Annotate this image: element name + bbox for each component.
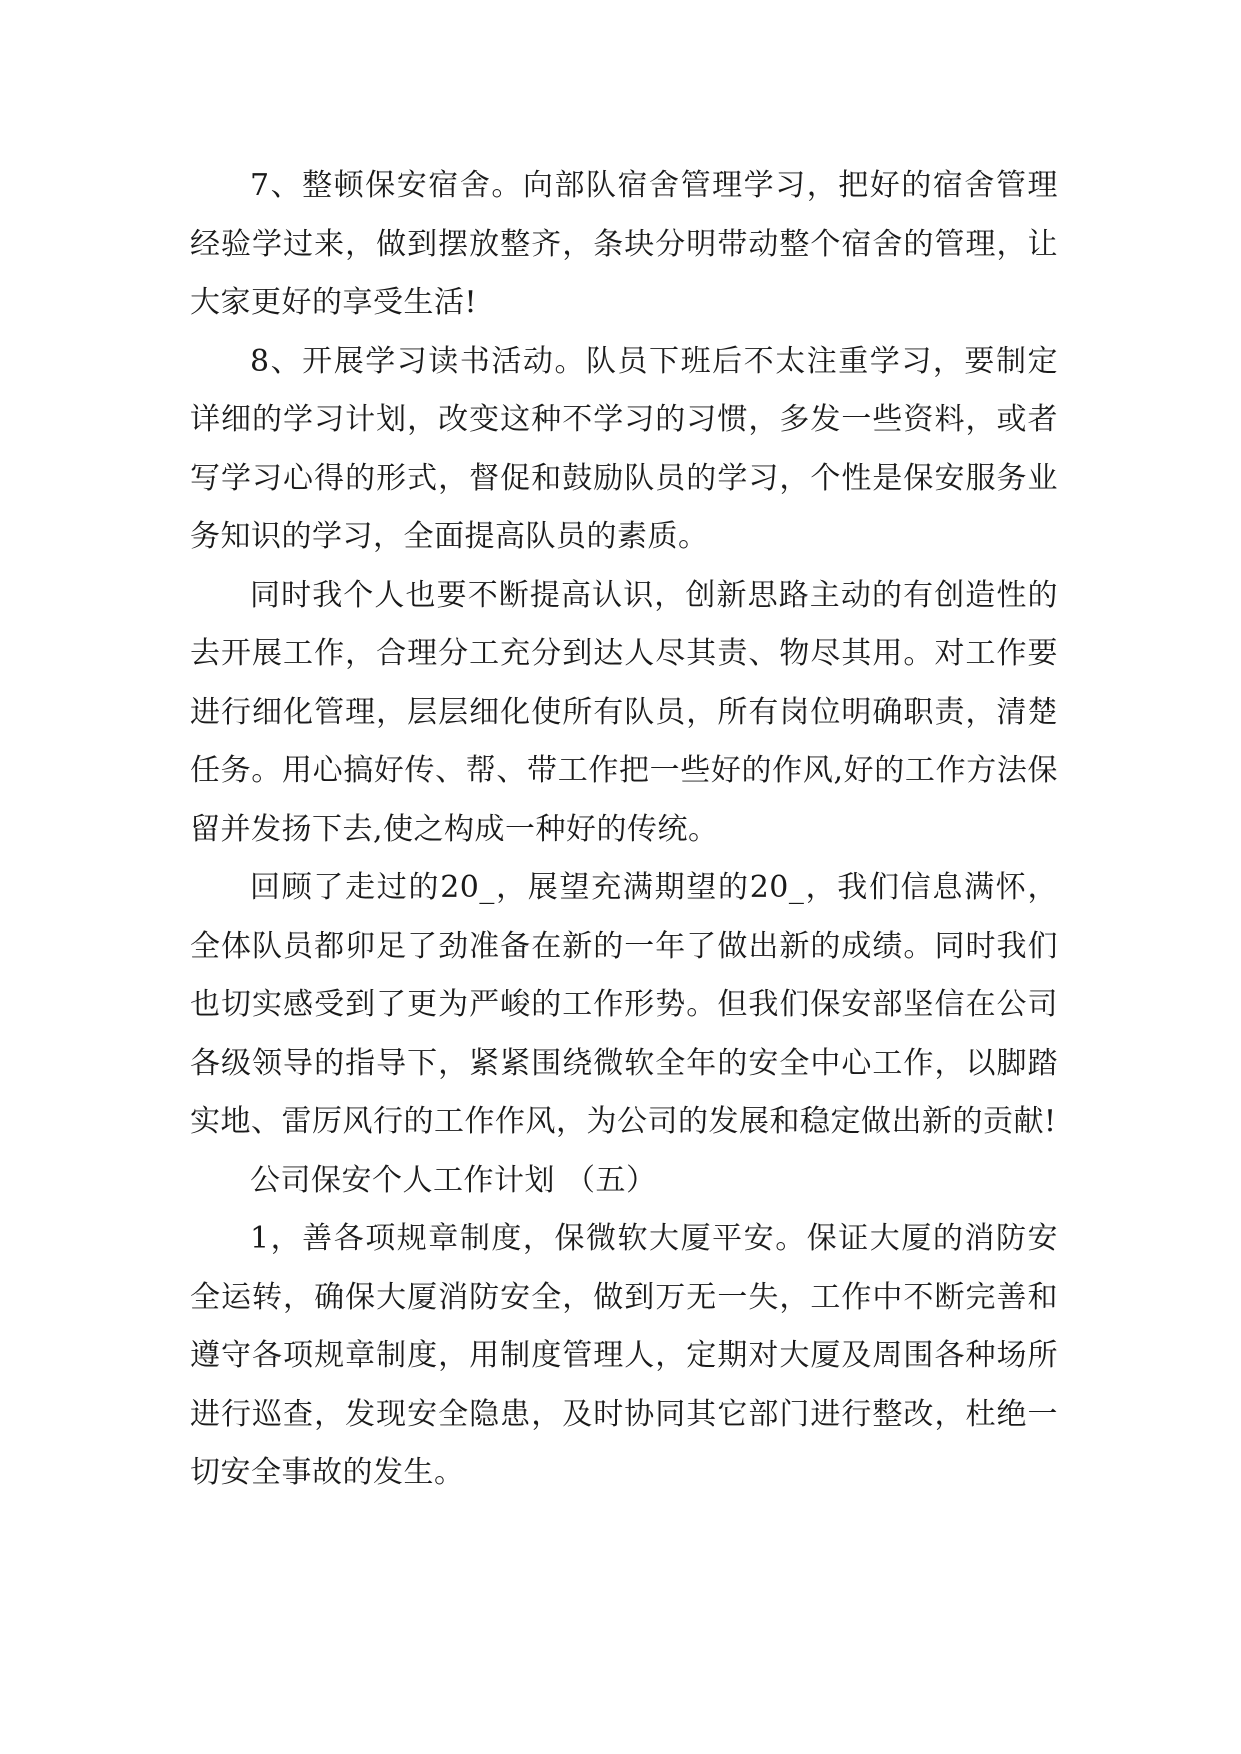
paragraph-review: 回顾了走过的20_，展望充满期望的20_，我们信息满怀，全体队员都卯足了劲准备在新的一年了做出新的成绩。同时我们也切实感受到了更为严峻的工作形势。但我们保安部坚信在公司各级领导的指导下，紧紧围绕微软全年的安全中心工作，以脚踏实地、雷厉风行的工作作风，为公司的发展和稳定做出新的贡献! (190, 870, 1058, 1139)
paragraph-personal-improvement: 同时我个人也要不断提高认识，创新思路主动的有创造性的去开展工作，合理分工充分到达人尽其责、物尽其用。对工作要进行细化管理，层层细化使所有队员，所有岗位明确职责，清楚任务。用心搞好传、帮、带工作把一些好的作风,好的工作方法保留并发扬下去,使之构成一种好的传统。 (190, 577, 1058, 847)
paragraph-plan5-item-1: 1，善各项规章制度，保微软大厦平安。保证大厦的消防安全运转，确保大厦消防安全，做到万无一失，工作中不断完善和遵守各项规章制度，用制度管理人，定期对大厦及周围各种场所进行巡查，发现安全隐患，及时协同其它部门进行整改，杜绝一切安全事故的发生。 (190, 1221, 1058, 1490)
paragraph-item-7: 7、整顿保安宿舍。向部队宿舍管理学习，把好的宿舍管理经验学过来，做到摆放整齐，条块分明带动整个宿舍的管理，让大家更好的享受生活! (190, 168, 1058, 320)
paragraph-item-8: 8、开展学习读书活动。队员下班后不太注重学习，要制定详细的学习计划，改变这种不学习的习惯，多发一些资料，或者写学习心得的形式，督促和鼓励队员的学习，个性是保安服务业务知识的学习，全面提高队员的素质。 (190, 343, 1058, 554)
section-title: 公司保安个人工作计划 （五） (250, 1162, 657, 1198)
document-body (190, 157, 1058, 1503)
